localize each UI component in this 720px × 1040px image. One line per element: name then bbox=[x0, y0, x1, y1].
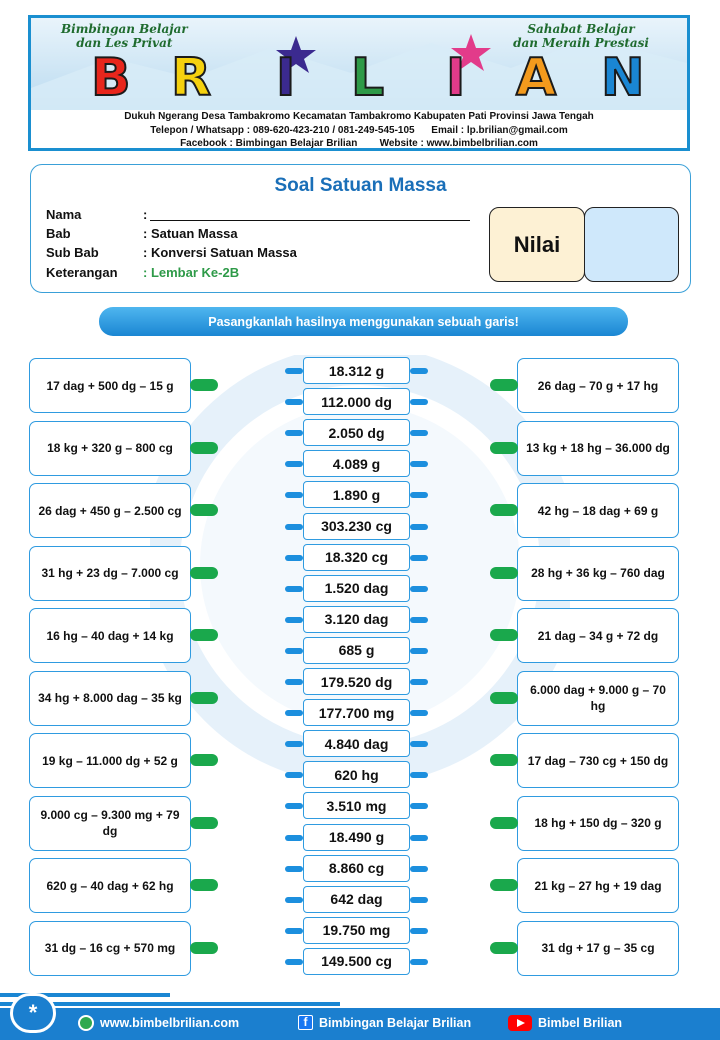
answer-connector-left[interactable] bbox=[285, 586, 303, 592]
answer-box[interactable]: 2.050 dg bbox=[303, 419, 410, 446]
name-input-line[interactable] bbox=[150, 220, 470, 221]
globe-icon bbox=[78, 1015, 94, 1031]
brand-letter: R bbox=[171, 48, 212, 108]
score-box[interactable] bbox=[584, 207, 679, 282]
info-value: : bbox=[143, 207, 148, 222]
answer-box[interactable]: 18.490 g bbox=[303, 824, 410, 851]
connector-dot-right[interactable] bbox=[490, 442, 518, 454]
info-label: Nama bbox=[46, 207, 82, 222]
footer-website-text: www.bimbelbrilian.com bbox=[100, 1016, 240, 1030]
connector-dot-left[interactable] bbox=[190, 567, 218, 579]
answer-box[interactable]: 177.700 mg bbox=[303, 699, 410, 726]
connector-dot-right[interactable] bbox=[490, 879, 518, 891]
question-right[interactable]: 21 kg – 27 hg + 19 dag bbox=[517, 858, 679, 913]
answer-connector-right[interactable] bbox=[410, 524, 428, 530]
footer-youtube-text: Bimbel Brilian bbox=[538, 1016, 623, 1030]
brand-logo bbox=[61, 48, 661, 108]
question-right[interactable]: 13 kg + 18 hg – 36.000 dg bbox=[517, 421, 679, 476]
connector-dot-left[interactable] bbox=[190, 754, 218, 766]
answer-box[interactable]: 149.500 cg bbox=[303, 948, 410, 975]
connector-dot-left[interactable] bbox=[190, 817, 218, 829]
answer-box[interactable]: 620 hg bbox=[303, 761, 410, 788]
worksheet-title: Soal Satuan Massa bbox=[274, 175, 447, 196]
question-left[interactable]: 19 kg – 11.000 dg + 52 g bbox=[29, 733, 191, 788]
answer-box[interactable]: 3.510 mg bbox=[303, 792, 410, 819]
connector-dot-right[interactable] bbox=[490, 567, 518, 579]
answer-connector-right[interactable] bbox=[410, 803, 428, 809]
answer-box[interactable]: 1.520 dag bbox=[303, 575, 410, 602]
connector-dot-left[interactable] bbox=[190, 942, 218, 954]
answer-connector-left[interactable] bbox=[285, 368, 303, 374]
question-right[interactable]: 42 hg – 18 dag + 69 g bbox=[517, 483, 679, 538]
brand-letter: N bbox=[601, 48, 645, 108]
info-value: : Satuan Massa bbox=[143, 226, 238, 241]
answer-connector-left[interactable] bbox=[285, 741, 303, 747]
connector-dot-left[interactable] bbox=[190, 504, 218, 516]
answer-connector-right[interactable] bbox=[410, 897, 428, 903]
info-label: Bab bbox=[46, 226, 71, 241]
connector-dot-right[interactable] bbox=[490, 504, 518, 516]
address-text: Dukuh Ngerang Desa Tambakromo Kecamatan Tambakromo Kabupaten Pati Provinsi Jawa Tengah bbox=[124, 111, 594, 122]
banner-artwork bbox=[31, 18, 687, 110]
answer-connector-left[interactable] bbox=[285, 866, 303, 872]
answer-connector-right[interactable] bbox=[410, 430, 428, 436]
brand-letter: A bbox=[516, 48, 557, 108]
connector-dot-left[interactable] bbox=[190, 442, 218, 454]
answer-connector-left[interactable] bbox=[285, 897, 303, 903]
question-right[interactable]: 28 hg + 36 kg – 760 dag bbox=[517, 546, 679, 601]
website-text: Website : www.bimbelbrilian.com bbox=[379, 138, 538, 149]
answer-connector-right[interactable] bbox=[410, 586, 428, 592]
footer-badge: * bbox=[10, 993, 56, 1033]
question-right[interactable]: 6.000 dag + 9.000 g – 70 hg bbox=[517, 671, 679, 726]
answer-connector-left[interactable] bbox=[285, 679, 303, 685]
info-label: Sub Bab bbox=[46, 245, 99, 260]
answer-connector-left[interactable] bbox=[285, 648, 303, 654]
answer-connector-right[interactable] bbox=[410, 399, 428, 405]
question-left[interactable]: 620 g – 40 dag + 62 hg bbox=[29, 858, 191, 913]
question-left[interactable]: 9.000 cg – 9.300 mg + 79 dg bbox=[29, 796, 191, 851]
score-label: Nilai bbox=[489, 207, 585, 282]
answer-connector-left[interactable] bbox=[285, 399, 303, 405]
brand-letter: I bbox=[276, 48, 296, 108]
footer-facebook-text: Bimbingan Belajar Brilian bbox=[319, 1015, 472, 1030]
question-left[interactable]: 17 dag + 500 dg – 15 g bbox=[29, 358, 191, 413]
question-right[interactable]: 18 hg + 150 dg – 320 g bbox=[517, 796, 679, 851]
answer-connector-left[interactable] bbox=[285, 710, 303, 716]
answer-connector-left[interactable] bbox=[285, 430, 303, 436]
footer-facebook[interactable] bbox=[298, 1015, 471, 1030]
answer-box[interactable]: 19.750 mg bbox=[303, 917, 410, 944]
answer-connector-right[interactable] bbox=[410, 959, 428, 965]
connector-dot-left[interactable] bbox=[190, 379, 218, 391]
answer-connector-right[interactable] bbox=[410, 866, 428, 872]
instruction-banner: Pasangkanlah hasilnya menggunakan sebuah garis! bbox=[99, 307, 628, 336]
answer-connector-left[interactable] bbox=[285, 803, 303, 809]
connector-dot-right[interactable] bbox=[490, 817, 518, 829]
connector-dot-left[interactable] bbox=[190, 629, 218, 641]
answer-connector-left[interactable] bbox=[285, 772, 303, 778]
answer-box[interactable]: 1.890 g bbox=[303, 481, 410, 508]
answer-box[interactable]: 3.120 dag bbox=[303, 606, 410, 633]
connector-dot-left[interactable] bbox=[190, 879, 218, 891]
email-text: Email : lp.brilian@gmail.com bbox=[431, 124, 568, 136]
question-left[interactable]: 34 hg + 8.000 dag – 35 kg bbox=[29, 671, 191, 726]
tagline-right: Sahabat Belajar dan Meraih Prestasi bbox=[513, 22, 649, 50]
info-label: Keterangan bbox=[46, 265, 118, 280]
answer-box[interactable]: 303.230 cg bbox=[303, 513, 410, 540]
answer-box[interactable]: 642 dag bbox=[303, 886, 410, 913]
tagline-left: Bimbingan Belajar dan Les Privat bbox=[61, 22, 188, 50]
answer-box[interactable]: 4.840 dag bbox=[303, 730, 410, 757]
answer-connector-right[interactable] bbox=[410, 555, 428, 561]
connector-dot-left[interactable] bbox=[190, 692, 218, 704]
answer-connector-right[interactable] bbox=[410, 492, 428, 498]
answer-connector-left[interactable] bbox=[285, 524, 303, 530]
answer-connector-right[interactable] bbox=[410, 835, 428, 841]
info-value: : Lembar Ke-2B bbox=[143, 265, 240, 280]
footer-youtube[interactable] bbox=[508, 1015, 622, 1031]
info-value: : Konversi Satuan Massa bbox=[143, 245, 297, 260]
answer-box[interactable]: 112.000 dg bbox=[303, 388, 410, 415]
answer-box[interactable]: 8.860 cg bbox=[303, 855, 410, 882]
contact-block bbox=[31, 110, 687, 151]
answer-connector-left[interactable] bbox=[285, 492, 303, 498]
answer-connector-right[interactable] bbox=[410, 928, 428, 934]
connector-dot-right[interactable] bbox=[490, 629, 518, 641]
answer-connector-right[interactable] bbox=[410, 617, 428, 623]
brand-letter: I bbox=[446, 48, 466, 108]
answer-box[interactable]: 18.312 g bbox=[303, 357, 410, 384]
question-left[interactable]: 31 hg + 23 dg – 7.000 cg bbox=[29, 546, 191, 601]
contact-line-2 bbox=[31, 137, 687, 151]
answer-connector-left[interactable] bbox=[285, 928, 303, 934]
contact-line-1 bbox=[31, 124, 687, 138]
answer-connector-left[interactable] bbox=[285, 617, 303, 623]
answer-connector-right[interactable] bbox=[410, 461, 428, 467]
answer-connector-left[interactable] bbox=[285, 555, 303, 561]
question-right[interactable]: 31 dg + 17 g – 35 cg bbox=[517, 921, 679, 976]
footer-website[interactable] bbox=[78, 1015, 239, 1031]
answer-box[interactable]: 685 g bbox=[303, 637, 410, 664]
question-right[interactable]: 17 dag – 730 cg + 150 dg bbox=[517, 733, 679, 788]
answer-connector-right[interactable] bbox=[410, 679, 428, 685]
header-banner bbox=[28, 15, 690, 151]
question-right[interactable]: 21 dag – 34 g + 72 dg bbox=[517, 608, 679, 663]
answer-box[interactable]: 179.520 dg bbox=[303, 668, 410, 695]
answer-connector-left[interactable] bbox=[285, 835, 303, 841]
phone-text: Telepon / Whatsapp : 089-620-423-210 / 081-249-545-105 bbox=[150, 124, 415, 136]
connector-dot-right[interactable] bbox=[490, 692, 518, 704]
facebook-icon: f bbox=[298, 1015, 313, 1030]
connector-dot-right[interactable] bbox=[490, 379, 518, 391]
answer-connector-left[interactable] bbox=[285, 461, 303, 467]
answer-box[interactable]: 4.089 g bbox=[303, 450, 410, 477]
answer-connector-right[interactable] bbox=[410, 710, 428, 716]
youtube-icon bbox=[508, 1015, 532, 1031]
question-left[interactable]: 18 kg + 320 g – 800 cg bbox=[29, 421, 191, 476]
answer-connector-right[interactable] bbox=[410, 772, 428, 778]
answer-connector-right[interactable] bbox=[410, 648, 428, 654]
answer-connector-right[interactable] bbox=[410, 741, 428, 747]
brand-letter: L bbox=[351, 48, 385, 108]
question-left[interactable]: 31 dg – 16 cg + 570 mg bbox=[29, 921, 191, 976]
connector-dot-right[interactable] bbox=[490, 754, 518, 766]
connector-dot-right[interactable] bbox=[490, 942, 518, 954]
question-left[interactable]: 26 dag + 450 g – 2.500 cg bbox=[29, 483, 191, 538]
question-left[interactable]: 16 hg – 40 dag + 14 kg bbox=[29, 608, 191, 663]
question-right[interactable]: 26 dag – 70 g + 17 hg bbox=[517, 358, 679, 413]
answer-connector-left[interactable] bbox=[285, 959, 303, 965]
answer-box[interactable]: 18.320 cg bbox=[303, 544, 410, 571]
answer-connector-right[interactable] bbox=[410, 368, 428, 374]
brand-letter: B bbox=[91, 48, 131, 108]
facebook-text: Facebook : Bimbingan Belajar Brilian bbox=[180, 138, 358, 149]
